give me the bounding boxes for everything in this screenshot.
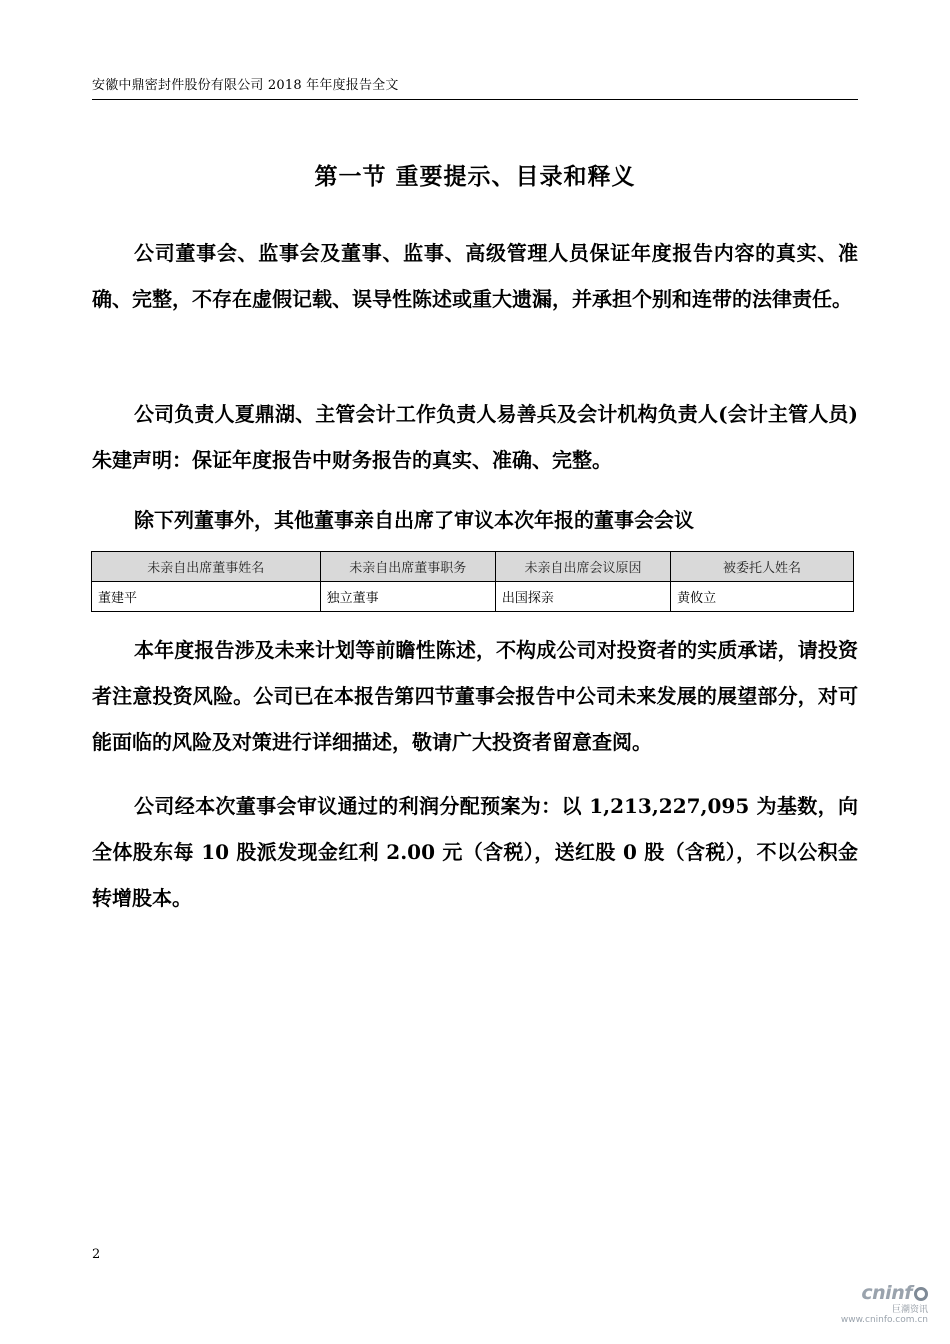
column-header-reason: 未亲自出席会议原因 [495,552,670,582]
cell-proxy-name: 黄攸立 [671,582,854,612]
cninfo-subtitle: 巨潮资讯 [891,1305,928,1315]
paragraph-profit-distribution: 公司经本次董事会审议通过的利润分配预案为：以 1,213,227,095 为基数，向全体股东每 10 股派发现金红利 2.00 元（含税），送红股 0 股（含税），不以公积金转增股本。 [92,794,858,910]
absent-directors-table [91,551,854,612]
cninfo-url: www.cninfo.com.cn [840,1315,928,1325]
column-header-name: 未亲自出席董事姓名 [92,552,321,582]
header-rule [92,99,858,100]
section-title: 第一节 重要提示、目录和释义 [314,163,636,190]
table-header-row [92,552,854,582]
running-header: 安徽中鼎密封件股份有限公司 2018 年年度报告全文 [92,78,399,93]
paragraph-director-attendance: 除下列董事外，其他董事亲自出席了审议本次年报的董事会会议 [134,508,694,532]
table-row [92,582,854,612]
cell-absence-reason: 出国探亲 [495,582,670,612]
cninfo-mark-icon [914,1287,928,1301]
cninfo-brand: cninf [861,1282,912,1304]
cninfo-logo [828,1282,928,1304]
cninfo-watermark [828,1282,928,1325]
page-number: 2 [92,1247,101,1262]
paragraph-board-guarantee: 公司董事会、监事会及董事、监事、高级管理人员保证年度报告内容的真实、准确、完整，不存在虚假记载、误导性陈述或重大遗漏，并承担个别和连带的法律责任。 [92,241,858,311]
paragraph-officer-statement: 公司负责人夏鼎湖、主管会计工作负责人易善兵及会计机构负责人(会计主管人员)朱建声明：保证年度报告中财务报告的真实、准确、完整。 [92,402,858,472]
paragraph-forward-looking: 本年度报告涉及未来计划等前瞻性陈述，不构成公司对投资者的实质承诺，请投资者注意投资风险。公司已在本报告第四节董事会报告中公司未来发展的展望部分，对可能面临的风险及对策进行详细描述，敬请广大投资者留意查阅。 [92,638,858,754]
column-header-position: 未亲自出席董事职务 [320,552,495,582]
cell-director-name: 董建平 [92,582,321,612]
cell-director-position: 独立董事 [320,582,495,612]
column-header-proxy: 被委托人姓名 [671,552,854,582]
